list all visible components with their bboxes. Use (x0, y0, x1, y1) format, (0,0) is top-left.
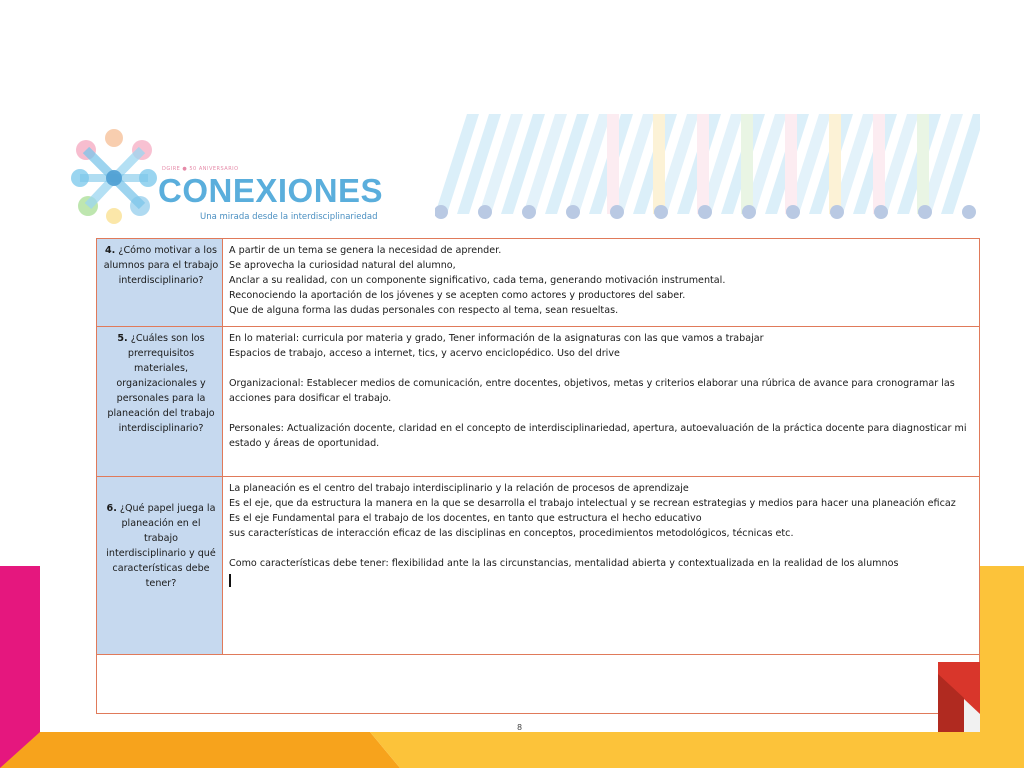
answer-line: Se aprovecha la curiosidad natural del alumno, (229, 260, 456, 271)
table-row (97, 239, 980, 327)
question-text: ¿Qué papel juega la planeación en el trabajo interdisciplinario y qué características debe tener? (106, 503, 216, 589)
question-cell (97, 477, 223, 655)
question-number: 4. (105, 245, 116, 256)
table-row (97, 655, 980, 714)
question-number: 6. (106, 503, 117, 514)
question-cell (97, 239, 223, 327)
conexiones-logo (70, 128, 390, 224)
decorative-stripes (435, 114, 980, 220)
answer-cell[interactable] (223, 239, 980, 327)
answer-line: Reconociendo la aportación de los jóvenes y se acepten como actores y productores del saber. (229, 290, 686, 301)
answer-line: Anclar a su realidad, con un componente significativo, cada tema, generando motivación instrumental. (229, 275, 726, 286)
answer-cell[interactable] (223, 327, 980, 477)
answer-paragraph: Personales: Actualización docente, claridad en el concepto de interdisciplinariedad, apertura, autoevaluación de la práctica docente para diagnosticar mi estado y áreas de oportunidad. (229, 423, 970, 449)
table-row (97, 327, 980, 477)
logo-title: CONEXIONES (158, 172, 384, 209)
page-number: 8 (517, 723, 523, 732)
document-page (40, 110, 980, 732)
background-orange-band (0, 732, 400, 768)
logo-anniversary-text: DGIRE ● 50 ANIVERSARIO (162, 166, 239, 172)
answer-paragraph: Como características debe tener: flexibilidad ante la las circunstancias, mentalidad abierta y contextualizada en la realidad de los alumnos (229, 558, 899, 569)
text-cursor (229, 574, 231, 587)
question-text: ¿Cuáles son los prerrequisitos materiales, organizacionales y personales para la planeación del trabajo interdisciplinario? (107, 333, 215, 434)
logo-mark-icon (70, 128, 160, 224)
answer-line: A partir de un tema se genera la necesidad de aprender. (229, 245, 502, 256)
logo-subtitle: Una mirada desde la interdisciplinariedad (200, 212, 378, 222)
answer-cell[interactable] (223, 477, 980, 655)
background-yellow-band (370, 732, 1024, 768)
corner-logo-icon (938, 662, 980, 732)
table-row (97, 477, 980, 655)
answer-paragraph: La planeación es el centro del trabajo interdisciplinario y la relación de procesos de aprendizaje Es el eje, que da estructura la manera en la que se desarrolla el trabajo intelectual y se recrean estrategias y medios para hacer una planeación eficaz Es el eje Fundamental para el trabajo de los docentes, en tanto que estructura el hecho educativo sus características de interacción eficaz de las disciplinas en conceptos, procedimientos metodológicos, técnicas etc. (229, 483, 956, 539)
answer-paragraph: En lo material: curricula por materia y grado, Tener información de la asignaturas con las que vamos a trabajar Espacios de trabajo, acceso a internet, tics, y acervo enciclopédico. Uso del drive (229, 333, 764, 359)
questions-table (96, 238, 980, 714)
question-cell (97, 327, 223, 477)
question-text: ¿Cómo motivar a los alumnos para el trabajo interdisciplinario? (103, 245, 219, 286)
answer-paragraph: Organizacional: Establecer medios de comunicación, entre docentes, objetivos, metas y criterios elaborar una rúbrica de avance para cronogramar las acciones para dosificar el trabajo. (229, 378, 958, 404)
empty-cell[interactable] (97, 655, 980, 714)
answer-line: Que de alguna forma las dudas personales con respecto al tema, sean resueltas. (229, 305, 619, 316)
question-number: 5. (117, 333, 128, 344)
